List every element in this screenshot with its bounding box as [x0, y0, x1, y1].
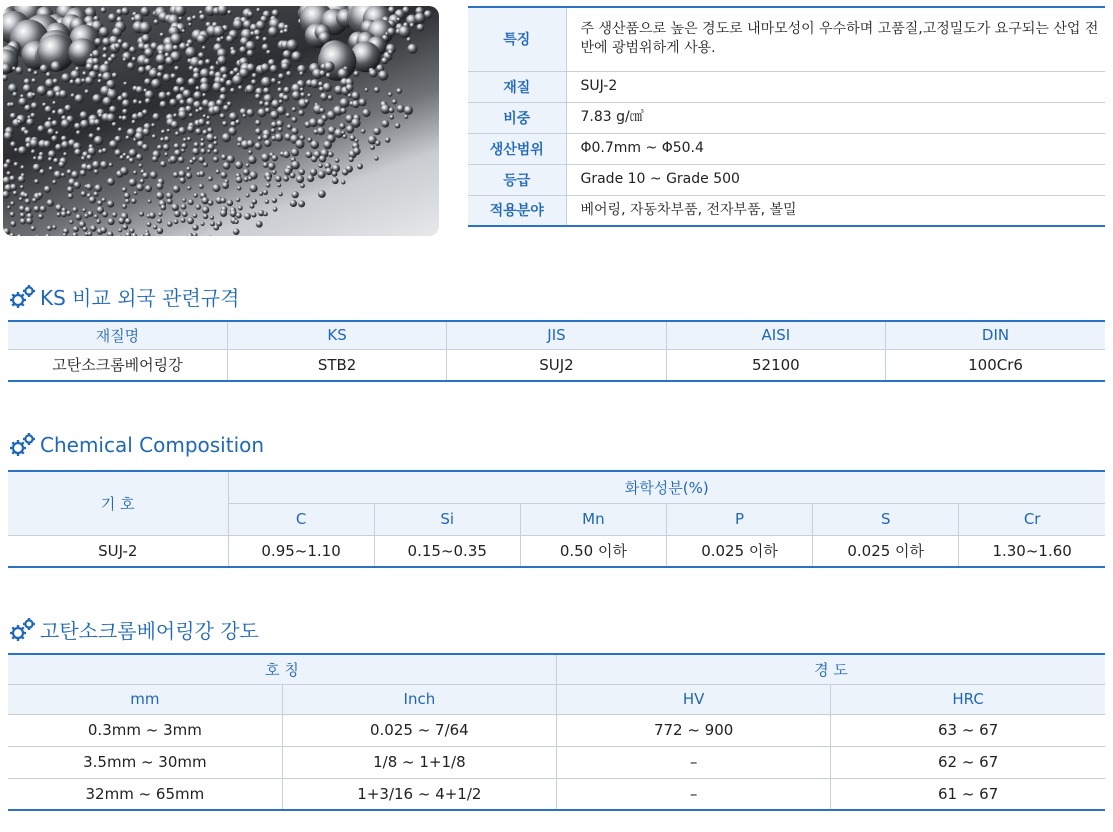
col-header: S [813, 503, 959, 535]
spec-key: 비중 [468, 102, 566, 133]
spec-key: 생산범위 [468, 133, 566, 164]
col-header: DIN [886, 321, 1105, 349]
col-header-group: 화학성분(%) [228, 471, 1105, 503]
table-cell: 52100 [666, 349, 885, 381]
col-header: KS [227, 321, 446, 349]
table-row [8, 778, 1105, 810]
section-title: 고탄소크롬베어링강 강도 [40, 619, 259, 643]
table-cell: 63 ~ 67 [831, 714, 1105, 746]
table-cell: 0.95~1.10 [228, 535, 374, 567]
spec-key: 등급 [468, 164, 566, 195]
col-header-symbol: 기 호 [8, 471, 228, 535]
table-cell: 772 ~ 900 [557, 714, 831, 746]
spec-row-grade [468, 164, 1105, 195]
spec-key: 적용분야 [468, 195, 566, 226]
table-cell: 0.3mm ~ 3mm [8, 714, 282, 746]
spec-value: 7.83 g/㎤ [566, 102, 1105, 133]
spec-row-density [468, 102, 1105, 133]
gears-icon [8, 617, 38, 643]
spec-value: SUJ-2 [566, 71, 1105, 102]
col-header-group-hardness: 경 도 [557, 654, 1106, 684]
table-cell: 100Cr6 [968, 355, 1023, 374]
table-cell: 1.30~1.60 [992, 541, 1072, 560]
spec-row-application [468, 195, 1105, 226]
table-header-row [8, 321, 1105, 349]
table-cell: SUJ2 [447, 349, 666, 381]
section-heading-hardness [8, 615, 259, 644]
col-header: AISI [666, 321, 885, 349]
spec-value: Φ0.7mm ~ Φ50.4 [566, 133, 1105, 164]
col-header: C [228, 503, 374, 535]
col-header: Si [374, 503, 520, 535]
spec-value: 주 생산품으로 높은 경도로 내마모성이 우수하며 고품질,고정밀도가 요구되는 산업 전반에 광범위하게 사용. [566, 7, 1105, 71]
spec-row-material [468, 71, 1105, 102]
table-cell: 고탄소크롬베어링강 [8, 349, 227, 381]
gears-icon [8, 284, 38, 310]
table-cell: 61 ~ 67 [937, 784, 999, 803]
col-header-group-nominal: 호 칭 [8, 654, 557, 684]
table-cell: 0.025 ~ 7/64 [282, 714, 556, 746]
ks-standards-table [8, 320, 1105, 382]
steel-balls-image [3, 6, 439, 236]
product-photo-steel-balls [3, 6, 439, 236]
spec-table [468, 6, 1105, 227]
col-header: P [666, 503, 812, 535]
table-row [8, 714, 1105, 746]
table-cell: 0.025 이하 [666, 535, 812, 567]
table-header-row [8, 471, 1105, 503]
col-header: 재질명 [8, 321, 227, 349]
table-cell: 1/8 ~ 1+1/8 [282, 746, 556, 778]
table-header-row [8, 654, 1105, 684]
col-header: HV [557, 684, 831, 714]
spec-row-range [468, 133, 1105, 164]
table-cell: 0.50 이하 [520, 535, 666, 567]
col-header: Cr [959, 503, 1105, 535]
table-cell: 32mm ~ 65mm [8, 778, 282, 810]
table-cell: 62 ~ 67 [831, 746, 1105, 778]
table-cell: – [557, 778, 831, 810]
col-header: mm [8, 684, 282, 714]
spec-value: Grade 10 ~ Grade 500 [566, 164, 1105, 195]
col-header: Mn [520, 503, 666, 535]
table-cell: 0.025 이하 [813, 535, 959, 567]
spec-row-feature [468, 7, 1105, 71]
spec-key: 재질 [468, 71, 566, 102]
col-header: HRC [831, 684, 1105, 714]
col-header: Inch [282, 684, 556, 714]
table-cell: STB2 [227, 349, 446, 381]
col-header: JIS [447, 321, 666, 349]
table-cell: SUJ-2 [8, 535, 228, 567]
table-cell: – [557, 746, 831, 778]
section-heading-chemical [8, 432, 264, 458]
table-header-row [8, 684, 1105, 714]
section-heading-ks [8, 282, 239, 311]
table-cell: 0.15~0.35 [374, 535, 520, 567]
gears-icon [8, 432, 38, 458]
table-row [8, 535, 1105, 567]
spec-value: 베어링, 자동차부품, 전자부품, 볼밀 [580, 201, 797, 218]
spec-key: 특징 [468, 7, 566, 71]
hardness-table [8, 653, 1105, 811]
chemical-composition-table [8, 470, 1105, 568]
table-row [8, 746, 1105, 778]
section-title: Chemical Composition [40, 433, 265, 457]
table-cell: 1+3/16 ~ 4+1/2 [282, 778, 556, 810]
table-cell: 3.5mm ~ 30mm [8, 746, 282, 778]
table-row [8, 349, 1105, 381]
section-title: KS 비교 외국 관련규격 [40, 286, 240, 310]
